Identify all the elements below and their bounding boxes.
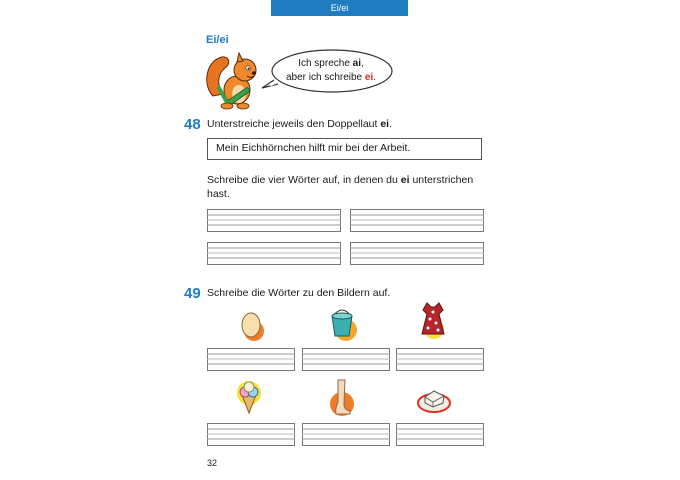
writing-line[interactable] [302,423,390,445]
soap-icon [416,381,452,420]
writing-line[interactable] [350,209,484,231]
example-sentence: Mein Eichhörnchen hilft mir bei der Arbeit. [207,138,482,160]
task-48-subinstruction: Schreibe die vier Wörter auf, in denen du ei unterstrichen hast. [207,174,474,200]
task-48-instruction: Unterstreiche jeweils den Doppellaut ei. [207,118,393,130]
writing-line[interactable] [396,348,484,370]
writing-line[interactable] [207,209,341,231]
writing-line[interactable] [350,242,484,264]
writing-line[interactable] [207,348,295,370]
ice-cream-icon [234,379,264,422]
writing-line[interactable] [302,348,390,370]
header-title: Ei/ei [271,0,408,16]
dress-icon [416,301,450,346]
leg-icon [326,378,358,423]
bucket-icon [328,306,360,347]
squirrel-icon [203,48,265,110]
egg-icon [236,306,268,347]
writing-line[interactable] [396,423,484,445]
task-49-instruction: Schreibe die Wörter zu den Bildern auf. [207,287,391,299]
page-number: 32 [207,458,218,468]
writing-line[interactable] [207,423,295,445]
section-label: Ei/ei [206,34,229,46]
task-48-number: 48 [184,116,201,133]
speech-bubble-text: Ich spreche ai, aber ich schreibe ei. [285,58,377,83]
writing-line[interactable] [207,242,341,264]
task-49-number: 49 [184,285,201,302]
